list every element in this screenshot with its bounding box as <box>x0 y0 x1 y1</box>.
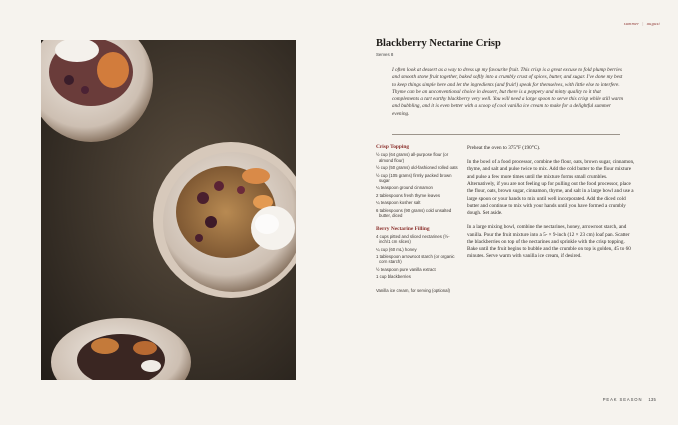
dessert-photo <box>41 40 296 380</box>
ingredient-item: ½ cup (50 grams) old-fashioned rolled oats <box>376 165 458 171</box>
running-head-divider: | <box>642 21 644 26</box>
running-head-season: summer <box>623 21 640 26</box>
footer-section: PEAK SEASON <box>602 397 643 402</box>
ingredient-item: Vanilla ice cream, for serving (optional) <box>376 287 450 293</box>
ingredient-item: ¼ teaspoon kosher salt <box>376 200 421 206</box>
crisp-bowls-image <box>41 40 296 380</box>
method-step: In a large mixing bowl, combine the nectarines, honey, arrowroot starch, and vanilla. Pour the fruit mixture into a 5- × 9-inch (12 × 23 cm) loaf pan. Scatter the blackberries on top of the nectarines and sprinkle with the crisp topping. Bake until the fruit begins to bubble and the crumble on top is golden, 45 to 60 minutes. Serve warm with vanilla ice cream, if desired. <box>467 224 631 260</box>
topping-list <box>376 152 458 218</box>
method-column <box>467 145 635 268</box>
ingredient-item: 4 cups pitted and sliced nectarines (½-inch/1 cm slices) <box>376 233 450 245</box>
filling-heading: Berry Nectarine Filling <box>376 225 430 232</box>
ingredient-item: 2 tablespoons fresh thyme leaves <box>376 192 441 198</box>
method-step: In the bowl of a food processor, combine the flour, oats, brown sugar, cinnamon, thyme, and salt and pulse twice to mix. Add the cold butter to the flour mixture and pulse a few more times until the mixture forms small crumbles. Alternatively, if you are not feeling up for pulling out the food processor, place the flour, oats, brown sugar, cinnamon, thyme, and salt in a large bowl and use a large spoon or your hands to mix until well incorporated. Add the diced cold butter and continue to mix with your hands until you have formed a crumbly dough. Set aside. <box>467 159 635 217</box>
running-head-month: august <box>646 21 660 26</box>
ingredient-item: 1 tablespoon arrowroot starch (or organic corn starch) <box>376 254 455 265</box>
ingredient-item: ½ cup (64 grams) all-purpose flour (or almond flour) <box>376 152 449 163</box>
running-head <box>624 21 660 26</box>
page-footer <box>603 397 656 402</box>
ingredient-item: 6 tablespoons (90 grams) cold unsalted butter, diced <box>376 207 452 219</box>
ingredient-item: ¼ cup (60 mL) honey <box>376 246 417 252</box>
ingredients-column <box>376 145 458 295</box>
method-step: Preheat the oven to 375°F (190°C). <box>467 145 541 151</box>
page-number: 135 <box>648 397 656 402</box>
recipe-headnote: I often look at dessert as a way to dress up my favourite fruit. This crisp is a great excuse to fold plump berries and smooth stone fruit together, baked softly into a crumbly crust of spices, butter, and sugar. I've done my best to keep things simple here and let the ingredients (and fruit!) speak for themselves, with little else to interfere. Thyme can be an unconventional choice in dessert, but there is a peppery and minty quality to it that complements a tart earthy blackberry very well. You will need a large spoon to serve this crisp while still warm and bubbling, and it is even better with a scoop of cool vanilla ice cream to make for a delightful summer evening. <box>392 67 624 117</box>
ingredient-item: ½ teaspoon pure vanilla extract <box>376 266 436 272</box>
divider-rule <box>392 134 620 135</box>
recipe-serves: Serves 8 <box>376 52 394 57</box>
ingredient-item: ½ cup (105 grams) firmly packed brown sugar <box>376 172 452 183</box>
ingredient-item: 1 cup blackberries <box>376 274 411 280</box>
ingredient-item: ¼ teaspoon ground cinnamon <box>376 185 433 191</box>
topping-heading: Crisp Topping <box>376 144 410 150</box>
recipe-title: Blackberry Nectarine Crisp <box>376 38 501 49</box>
serving-list <box>376 288 458 293</box>
filling-list <box>376 234 458 280</box>
